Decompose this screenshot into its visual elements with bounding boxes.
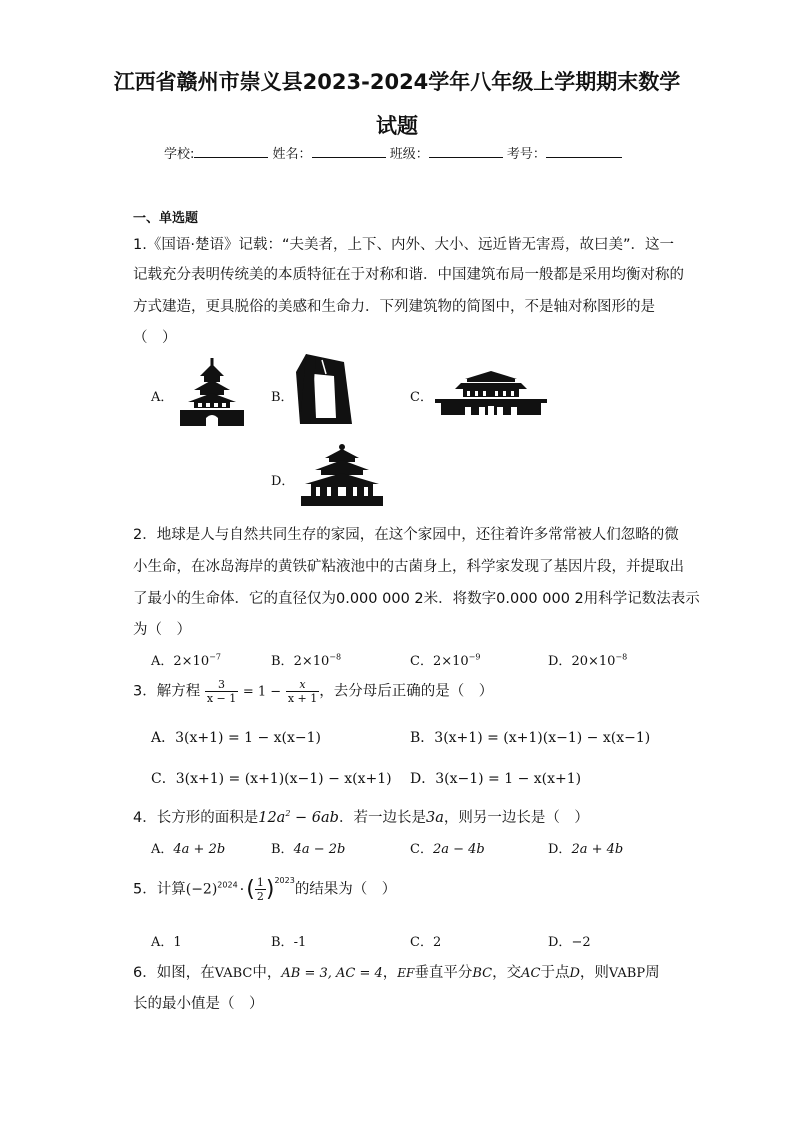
q6-text-d: 垂直平分 xyxy=(414,965,473,981)
q2-option-a xyxy=(151,650,221,669)
q6-triangle-abp: VABP xyxy=(608,966,646,981)
q1-option-b-label: B． xyxy=(271,390,294,405)
q5-option-a-label: A． xyxy=(151,935,174,950)
student-info-row xyxy=(164,143,622,162)
q3-option-c-label: C． xyxy=(151,771,176,787)
q6-text-h: 周 xyxy=(645,965,660,981)
q6-point-d: D xyxy=(569,966,580,981)
q4-expr-exp: 2 xyxy=(285,809,291,819)
q1-option-a-label: A． xyxy=(151,390,174,405)
temple-of-heaven-building-icon xyxy=(299,444,385,506)
q5-option-d-text: −2 xyxy=(571,935,591,950)
q5-option-c-label: C． xyxy=(410,935,433,950)
q3-fraction-2 xyxy=(286,678,319,705)
q6-ef: EF xyxy=(397,966,415,980)
q4-expr-a: 12a xyxy=(258,810,286,826)
q6-text-f: 于点 xyxy=(540,965,570,981)
q2-option-b-base: 2×10 xyxy=(293,654,330,669)
q4-mid: ．若一边长是 xyxy=(338,810,426,826)
q4-stem xyxy=(133,806,589,827)
q3-option-b xyxy=(410,727,650,747)
q4-option-b-text: 4a − 2b xyxy=(293,842,346,857)
q2-line1: 2．地球是人与自然共同生存的家园，在这个家园中，还往着许多常常被人们忽略的微 xyxy=(133,527,679,543)
id-label: 考号： xyxy=(506,147,546,162)
q4-option-b-label: B． xyxy=(271,842,294,857)
q5-option-b-label: B． xyxy=(271,935,294,950)
q6-line2: 长的最小值是（ ） xyxy=(133,996,264,1012)
q5-exp1: 2024 xyxy=(217,880,238,890)
q3-option-d-label: D． xyxy=(410,771,436,787)
q6-text-c: ， xyxy=(382,965,398,981)
class-label: 班级： xyxy=(389,147,429,162)
q3-fraction-1 xyxy=(205,678,238,705)
q2-option-c-label: C． xyxy=(410,654,433,669)
name-blank xyxy=(312,145,386,158)
q6-bc: BC xyxy=(472,966,493,981)
q4-suffix: ，则另一边长是（ ） xyxy=(443,810,589,826)
q3-option-a xyxy=(151,727,321,747)
q5-option-c-text: 2 xyxy=(432,935,442,950)
q3-option-c-text: 3(x+1) = (x+1)(x−1) − x(x+1) xyxy=(175,771,392,787)
q6-text-g: ，则 xyxy=(579,965,609,981)
q3-frac1-numerator: 3 xyxy=(205,678,238,692)
q5-frac-denominator: 2 xyxy=(256,890,264,903)
q5-fraction xyxy=(255,876,266,903)
q2-line4: 为（ ） xyxy=(133,622,191,638)
q2-option-c xyxy=(410,650,480,669)
q1-line2: 记载充分表明传统美的本质特征在于对称和谐．中国建筑布局一般都是采用均衡对称的 xyxy=(133,267,684,283)
q2-option-b-label: B． xyxy=(271,654,294,669)
q5-option-d-label: D． xyxy=(548,935,572,950)
pagoda-building-icon xyxy=(176,358,248,426)
q4-option-b xyxy=(271,838,345,857)
q2-option-d-exp: −8 xyxy=(615,652,628,662)
q6-text-a: 6．如图，在 xyxy=(133,965,215,981)
q4-option-d-label: D． xyxy=(548,842,572,857)
q1-option-c-label: C． xyxy=(410,390,433,405)
q5-option-c xyxy=(410,931,441,950)
q5-option-a-text: 1 xyxy=(173,935,182,950)
q5-option-a xyxy=(151,931,182,950)
q2-option-d-label: D． xyxy=(548,654,572,669)
name-label: 姓名： xyxy=(272,147,312,162)
q5-exp2: 2023 xyxy=(274,876,295,885)
q2-option-d xyxy=(548,650,627,669)
q6-text-e: ，交 xyxy=(492,965,522,981)
q6-given: AB = 3, AC = 4 xyxy=(281,966,383,981)
q2-line2: 小生命，在冰岛海岸的黄铁矿粘液池中的古菌身上，科学家发现了基因片段，并提取出 xyxy=(133,559,684,575)
school-blank xyxy=(194,145,268,158)
q5-base1: (−2) xyxy=(185,881,218,898)
q4-prefix: 4．长方形的面积是 xyxy=(133,810,259,826)
cctv-tower-building-icon xyxy=(296,352,354,428)
q3-option-a-text: 3(x+1) = 1 − x(x−1) xyxy=(175,730,322,746)
q2-option-b-exp: −8 xyxy=(329,652,342,662)
q2-option-d-base: 20×10 xyxy=(571,654,616,669)
q5-dot: · xyxy=(239,881,245,898)
q3-prefix: 3．解方程 xyxy=(133,683,201,700)
q3-option-d xyxy=(410,768,581,788)
q4-option-c xyxy=(410,838,485,857)
q1-line4: （ ） xyxy=(133,330,177,346)
q2-option-b xyxy=(271,650,341,669)
q6-triangle-abc: VABC xyxy=(214,966,253,981)
q4-side: 3a xyxy=(425,810,444,826)
q3-option-b-text: 3(x+1) = (x+1)(x−1) − x(x−1) xyxy=(434,730,651,746)
q1-option-d-label: D． xyxy=(271,474,295,489)
q4-option-a xyxy=(151,838,225,857)
q3-option-b-label: B． xyxy=(410,730,435,746)
doc-title-line2: 试题 xyxy=(376,114,418,138)
q5-right-paren: ) xyxy=(265,877,275,902)
q4-option-c-text: 2a − 4b xyxy=(432,842,485,857)
q6-text-b: 中， xyxy=(252,965,282,981)
q3-stem xyxy=(133,678,493,705)
q2-option-a-exp: −7 xyxy=(209,652,221,662)
q4-option-d xyxy=(548,838,623,857)
q2-option-a-base: 2×10 xyxy=(173,654,210,669)
q3-suffix: ，去分母后正确的是（ ） xyxy=(319,683,494,700)
q2-option-c-base: 2×10 xyxy=(432,654,469,669)
class-blank xyxy=(429,145,503,158)
id-blank xyxy=(546,145,622,158)
q2-option-a-label: A． xyxy=(151,654,174,669)
q6-line1 xyxy=(133,961,660,982)
q3-option-c xyxy=(151,768,392,788)
q4-option-a-text: 4a + 2b xyxy=(173,842,226,857)
q4-option-d-text: 2a + 4b xyxy=(571,842,624,857)
q4-expr-b: − 6ab xyxy=(290,810,339,826)
section-heading: 一、单选题 xyxy=(133,211,199,226)
q3-option-d-text: 3(x−1) = 1 − x(x+1) xyxy=(435,771,582,787)
q5-suffix: 的结果为（ ） xyxy=(294,881,397,898)
q3-option-a-label: A． xyxy=(151,730,176,746)
q3-frac1-denominator: x − 1 xyxy=(206,692,237,705)
q5-option-b-text: -1 xyxy=(293,935,307,950)
q1-line3: 方式建造，更具脱俗的美感和生命力．下列建筑物的简图中，不是轴对称图形的是 xyxy=(133,299,655,315)
doc-title-line1: 江西省赣州市崇义县2023-2024学年八年级上学期期末数学 xyxy=(113,70,681,94)
q6-ac: AC xyxy=(521,966,541,981)
q1-line1: 1.《国语·楚语》记载：“夫美者，上下、内外、大小、远近皆无害焉，故曰美”．这一 xyxy=(133,237,674,253)
q5-option-b xyxy=(271,931,306,950)
q4-option-c-label: C． xyxy=(410,842,433,857)
q4-option-a-label: A． xyxy=(151,842,174,857)
q3-frac2-denominator: x + 1 xyxy=(287,692,318,705)
q5-stem xyxy=(133,876,396,903)
q5-prefix: 5．计算 xyxy=(133,881,186,898)
tiananmen-building-icon xyxy=(435,371,547,415)
q3-frac2-numerator: x xyxy=(286,678,319,692)
school-label: 学校: xyxy=(164,147,195,162)
q3-equals: = 1 − xyxy=(242,684,282,700)
q5-option-d xyxy=(548,931,591,950)
q5-frac-numerator: 1 xyxy=(256,876,264,889)
q2-line3: 了最小的生命体．它的直径仅为0.000 000 2米．将数字0.000 000 2用科学记数法表示 xyxy=(133,591,700,607)
q2-option-c-exp: −9 xyxy=(468,652,481,662)
q5-left-paren: ( xyxy=(246,877,255,902)
